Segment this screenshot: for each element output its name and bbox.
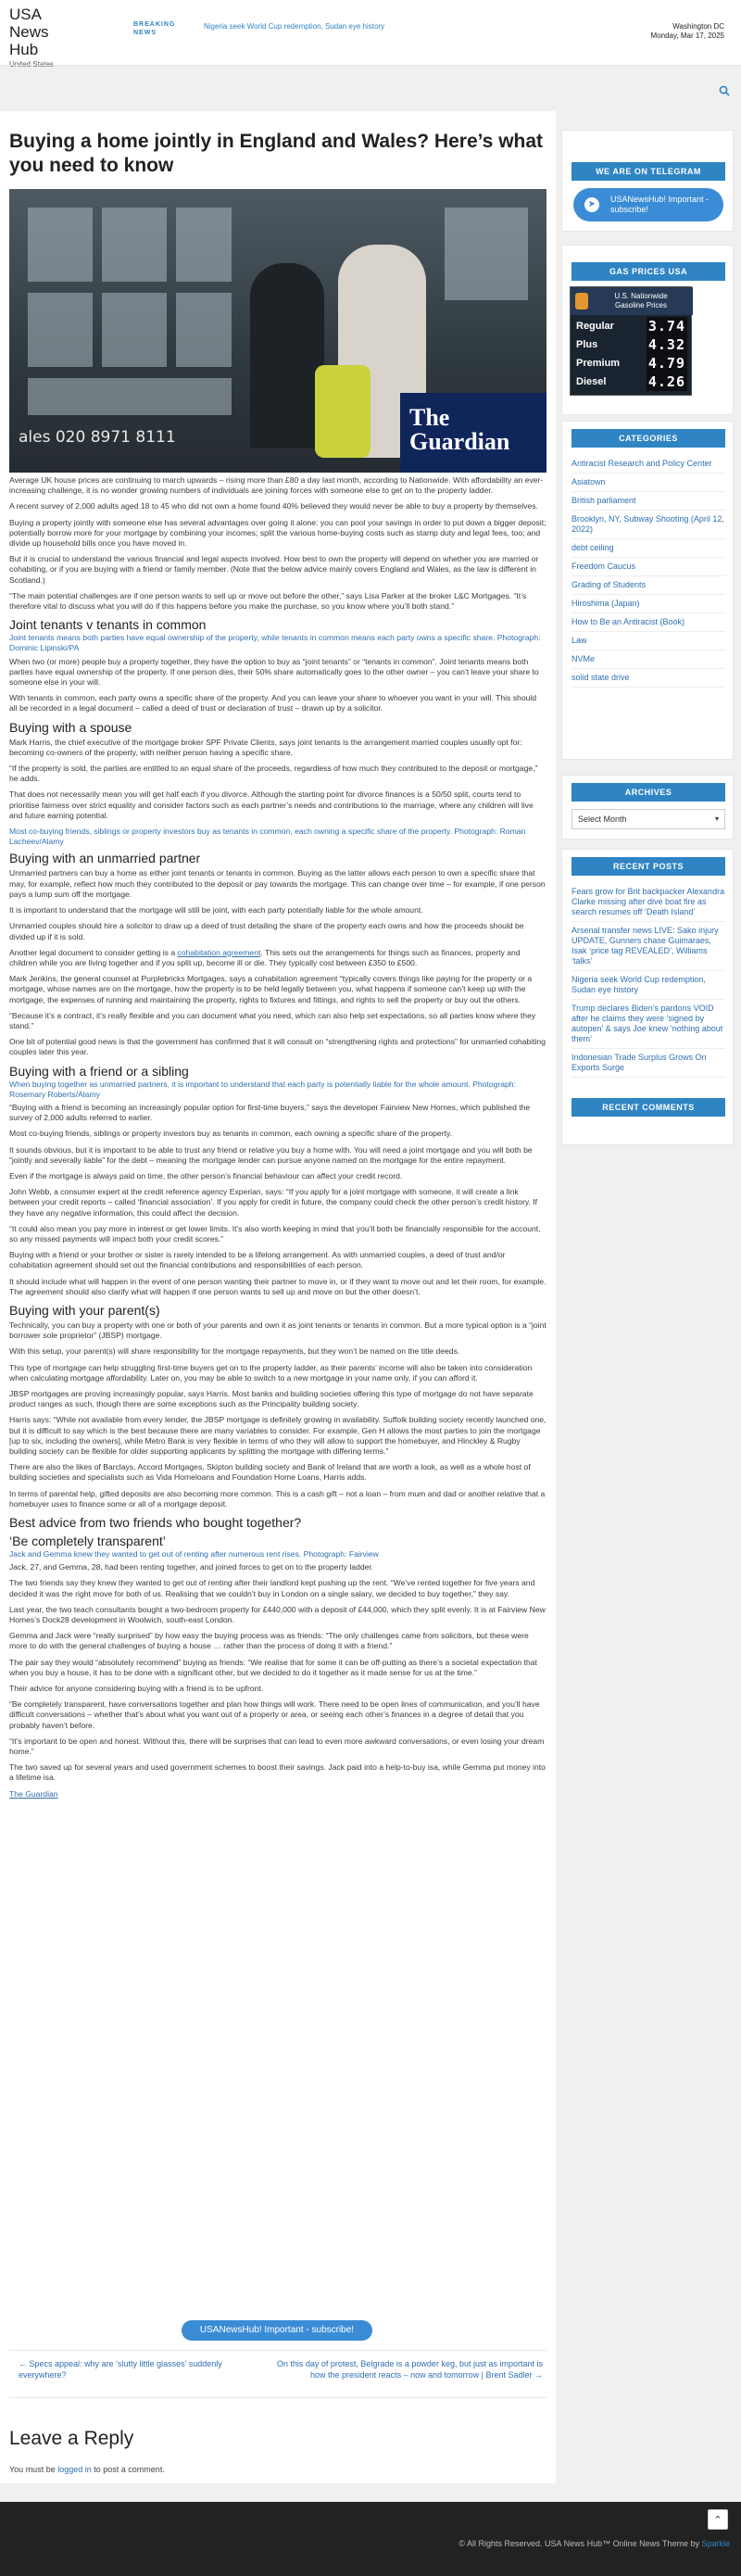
article-title: Buying a home jointly in England and Wales? Here’s what you need to know (9, 131, 544, 176)
paragraph: The two saved up for several years and used government schemes to boost their savings. Jack paid into a help-to-buy isa, while Gemma put money into a lifetime isa. (9, 1762, 546, 1783)
image-caption: Joint tenants means both parties have equal ownership of the property, while tenants in common means each party owns a specific share. Photograph: Dominic Lipinski/PA (9, 633, 541, 653)
category-link[interactable]: Grading of Students (571, 576, 725, 595)
login-notice-text: to post a comment. (94, 2465, 165, 2474)
login-notice (9, 2465, 165, 2474)
site-logo[interactable] (9, 6, 83, 69)
paragraph: In terms of parental help, gifted deposits are also becoming more common. This is a cash gift – not a loan – from mum and dad or another relative that a homebuyer uses to finance some or all of a mortgage deposit. (9, 1488, 546, 1509)
paragraph: Their advice for anyone considering buying with a friend is to be upfront. (9, 1684, 264, 1694)
paragraph: There are also the likes of Barclays, Accord Mortgages, Skipton building society and Bank of Ireland that are worth a look, as well as a whole host of building societies and specialists such as Vida Homeloans and Foundation Home Loans, Harris adds. (9, 1462, 531, 1483)
recent-post-link[interactable]: Nigeria seek World Cup redemption, Sudan eye history (571, 971, 725, 1000)
paragraph: It sounds obvious, but it is important to be able to trust any friend or relative you buy a home with. You will need a joint mortgage and you will both be “jointly and severally liable” for the debt – meaning the mortgage lender can pursue anyone named on the mortgage for the entire repayment. (9, 1144, 533, 1165)
recent-posts-list (571, 883, 725, 1078)
paragraph: A recent survey of 2,000 adults aged 18 to 45 who did not own a home found 40% believed they would never be able to buy a property by themselves. (9, 501, 538, 511)
gas-label: Diesel (576, 376, 607, 387)
telegram-icon: ➤ (584, 197, 599, 212)
hero-phone-text: ales 020 8971 8111 (19, 428, 176, 447)
recent-post-link[interactable]: Arsenal transfer news LIVE: Sako injury UPDATE, Gunners chase Guimaraes, Isak ‘price tag REVEALED’, Williams ‘talks’ (571, 922, 725, 971)
category-link[interactable]: Law (571, 632, 725, 650)
paragraph: It should include what will happen in the event of one person wanting their partner to move in, or if they want to move out and let their room, for example. The agreement should also clarify what will happen if one person wants to sell up and move on but the other doesn’t. (9, 1276, 546, 1296)
theme-link[interactable]: Sparkle (701, 2539, 730, 2548)
date-location (651, 22, 724, 41)
gas-prices-board (570, 286, 692, 396)
paragraph-text: Another legal document to consider getting is a (9, 947, 176, 957)
widget-title: CATEGORIES (571, 429, 725, 448)
gas-price-value: 3.74 (647, 318, 685, 335)
gas-price-value: 4.26 (647, 373, 685, 390)
recent-post-link[interactable]: Indonesian Trade Surplus Grows On Exports Surge (571, 1049, 725, 1078)
recent-post-link[interactable]: Trump declares Biden’s pardons VOID after he claims they were ‘signed by autopen’ & says Joe knew ‘nothing about them’ (571, 1000, 725, 1049)
telegram-sidebar-button[interactable] (573, 188, 723, 221)
paragraph: Buying a property jointly with someone else has several advantages over going it alone: you can pool your savings in order to put down a bigger deposit; potentially borrow more for your mortgage by combining your incomes; split the various home-buying costs such as stamp duty and legal fees, too; and divide up household bills once you have moved in. (9, 517, 546, 549)
category-link[interactable]: Hiroshima (Japan) (571, 595, 725, 613)
archives-select[interactable] (571, 809, 725, 829)
paragraph: This type of mortgage can help struggling first-time buyers get on to the property ladder, as their parents’ income will also be taken into consideration when calculating mortgage affordability. Later on, you may be able to switch to a new mortgage in your name only, if you can afford it. (9, 1362, 533, 1383)
current-date: Monday, Mar 17, 2025 (650, 32, 724, 40)
gas-label: Regular (576, 321, 614, 332)
source-link[interactable]: The Guardian (9, 1788, 58, 1799)
widget-title: GAS PRICES USA (571, 262, 725, 281)
image-caption: Most co-buying friends, siblings or property investors buy as tenants in common, each owning a specific share of the property. Photograph: Roman Lacheev/Alamy (9, 827, 526, 847)
category-link[interactable]: Brooklyn, NY, Subway Shooting (April 12, 2022) (571, 511, 725, 539)
leave-reply-heading: Leave a Reply (9, 2428, 134, 2449)
gas-price (646, 373, 687, 391)
widget-title: ARCHIVES (571, 783, 725, 802)
gas-board-header (571, 287, 693, 315)
guardian-logo-line-1: The (409, 404, 450, 431)
section-heading: Buying with a friend or a sibling (9, 1063, 189, 1079)
paragraph: “It’s important to be open and honest. Without this, there will be surprises that can lead to even more awkward conversations, or even losing your dream home.” (9, 1736, 545, 1757)
breaking-label-2: NEWS (133, 30, 157, 36)
telegram-subscribe-button[interactable]: USANewsHub! Important - subscribe! (182, 2320, 372, 2341)
breaking-news-label (133, 20, 175, 37)
back-to-top-button[interactable] (708, 2509, 728, 2530)
gas-price (646, 354, 687, 373)
gas-label: Premium (576, 358, 621, 369)
paragraph: Average UK house prices are continuing to march upwards – rising more than £80 a day last month, according to Nationwide. With affordability an ever-increasing challenge, it is no wonder growing numbers of individuals are joining forces with someone else to get on to the property ladder. (9, 475, 544, 496)
paragraph: “If the property is sold, the parties are entitled to an equal share of the proceeds, regardless of how much they contributed to the deposit or mortgage,” he adds. (9, 764, 538, 784)
gas-board-title-2: Gasoline Prices (614, 301, 668, 309)
chevron-down-icon: ▾ (714, 814, 719, 823)
category-link[interactable]: Asiatown (571, 474, 725, 492)
site-footer (0, 2502, 741, 2576)
gas-price (646, 335, 687, 354)
section-heading: Best advice from two friends who bought together? (9, 1515, 302, 1531)
location: Washington DC (672, 22, 724, 31)
image-caption: When buying together as unmarried partners, it is important to understand that each party is potentially liable for the whole amount. Photograph: Rosemary Roberts/Alamy (9, 1079, 516, 1099)
paragraph: “The main potential challenges are if one person wants to sell up or move out before the other,” says Lisa Parker at the broker L&C Mortgages. “It’s therefore vital to discuss what you will do if this happens before you make the purchase, so you know where you’ll both stand.” (9, 590, 527, 612)
paragraph: One bit of potential good news is that the government has confirmed that it will consult on “strengthening rights and protections” for unmarried cohabiting couples later this year. (9, 1037, 546, 1057)
paragraph: Buying with a friend or your brother or sister is rarely intended to be a lifelong arrangement. As with unmarried couples, a deed of trust and/or cohabitation agreement should set out the financial contributions and responsibilities of each person. (9, 1250, 506, 1270)
category-link[interactable]: Freedom Caucus (571, 558, 725, 576)
paragraph: “Because it’s a contract, it’s really flexible and you can document what you need, which can also help set expectations, so all parties know where they stand.” (9, 1010, 536, 1030)
handbag (315, 365, 370, 458)
category-link[interactable]: NVMe (571, 650, 725, 669)
footer-text: © All Rights Reserved. USA News Hub™ Online News Theme by (458, 2539, 699, 2548)
widget-title: RECENT COMMENTS (571, 1098, 725, 1117)
section-heading: Joint tenants v tenants in common (9, 617, 207, 633)
paragraph: Mark Harris, the chief executive of the mortgage broker SPF Private Clients, says joint tenants is the arrangement married couples usually opt for: becoming co-owners of the property, with neither person having a specific share. (9, 737, 522, 757)
breaking-label-1: BREAKING (133, 21, 176, 28)
section-heading: Buying with an unmarried partner (9, 851, 201, 866)
gas-row-premium (574, 354, 691, 373)
search-icon[interactable] (719, 85, 730, 99)
widget-title: WE ARE ON TELEGRAM (571, 162, 725, 181)
category-link[interactable]: solid state drive (571, 669, 725, 688)
paragraph: Mark Jenkins, the general counsel at Purplebricks Mortgages, says a cohabitation agreement “typically covers things like paying for the property or a mortgage, whose names are on the mortgage, how the property is to be held legally between you, what happens if someone can’t keep up with the mortgage, the expenses of running and maintaining the property, rights to fixtures and fittings, and rights to sell the property or buy out the others. (9, 974, 533, 1004)
category-link[interactable]: British parliament (571, 492, 725, 511)
gas-price (646, 317, 687, 335)
categories-list (571, 455, 725, 688)
paragraph: The pair say they would “absolutely recommend” buying as friends: “We realise that for some it can be off-putting as there’s a societal expectation that when you buy a house, it has to be done with a significant other, but we decided to do it together as it made sense for us at the time.” (9, 1657, 537, 1677)
paragraph: With this setup, your parent(s) will share responsibility for the mortgage repayments, but they won’t be named on the title deeds. (9, 1346, 460, 1357)
paragraph: Harris says: “While not available from every lender, the JBSP mortgage is definitely growing in availability. Suffolk building society recently launched one, but it is difficult to say which is the best because there are many variables to consider. For example, Gen H allows the most parties to join the mortgage [up to six, including the owners], while Metro Bank is very flexible in terms of who they will allow to support the homebuyer, and Hinckley & Rugby building society can be flexible for older supporting applicants by splitting the mortgage with differing terms.” (9, 1415, 546, 1457)
person-silhouette (250, 263, 324, 448)
gas-price-value: 4.79 (647, 355, 685, 372)
hero-image (9, 189, 546, 473)
gas-board-title-1: U.S. Nationwide (614, 292, 668, 300)
paragraph: Most co-buying friends, siblings or property investors buy as tenants in common, each owning a specific share of the property. (9, 1129, 452, 1139)
guardian-logo-line-2: Guardian (409, 428, 510, 455)
archives-widget (561, 775, 734, 840)
recent-posts-widget (561, 849, 734, 1145)
gas-row-plus (574, 335, 691, 354)
login-link[interactable]: logged in (57, 2465, 92, 2474)
telegram-button-label: USANewsHub! Important - subscribe! (610, 195, 710, 214)
chevron-up-icon: ⌃ (713, 2515, 722, 2526)
paragraph: But it is crucial to understand the various financial and legal aspects involved. How best to own the property will depend on whether you are married or cohabiting, or if you are buying with a friend or family member. (Note that the below advice mainly covers England and Wales, as the law is different in Scotland.) (9, 554, 539, 585)
paragraph: JBSP mortgages are proving increasingly popular, says Harris. Most banks and building societies offering this type of mortgage do not have separate product ranges as such, though there are some exceptions such as the Principality building society. (9, 1389, 534, 1409)
previous-post-link[interactable]: ← Specs appeal: why are ‘slutty little glasses’ suddenly everywhere? (19, 2359, 222, 2380)
paragraph: With tenants in common, each party owns a specific share of the property. And you can leave your share to whoever you want in your will. This should all be recorded in a legal document – called a deed of trust or declaration of trust – drawn up by a solicitor. (9, 693, 537, 713)
post-navigation (9, 2350, 546, 2398)
paragraph: Unmarried partners can buy a home as either joint tenants or tenants in common. Buying as the latter allows each person to own a specific share that may, for example, reflect how much they contributed to the deposit or pay towards the mortgage. This can change over time – for example, if one person pays a lump sum off the mortgage. (9, 868, 546, 899)
article-body (9, 473, 546, 1805)
paragraph-text: . This sets out the arrangements for things such as finances, property and children while you are living together and if you split up, become ill or die. They typically cost between £350 to £500. (9, 947, 521, 967)
gas-pump-icon (575, 293, 588, 309)
section-subheading: ‘Be completely transparent’ (9, 1534, 166, 1549)
paragraph: It is important to understand that the mortgage will still be joint, with each party potentially liable for the whole amount. (9, 905, 423, 915)
site-name-line-2[interactable]: Hub (9, 41, 39, 58)
paragraph: “Be completely transparent, have conversations together and plan how things will work. There need to be open lines of communication, and you’ll have difficult conversations – whether that’s about what you want out of a property or area, or seeing each other’s finances in a degree of detail that you probably haven’t before. (9, 1699, 540, 1730)
news-ticker-link[interactable]: Nigeria seek World Cup redemption, Sudan eye history (204, 22, 385, 31)
paragraph: When two (or more) people buy a property together, they have the option to buy as “joint tenants” or “tenants in common”. Joint tenants means both parties have equal ownership of the property. If one person dies, their 50% share automatically goes to the other owner – you can’t leave your share to someone else in your will. (9, 656, 539, 688)
paragraph: Gemma and Jack were “really surprised” by how easy the buying process was as friends: “The only challenges came from solicitors, but these were more to do with the general challenges of buying a house … rather than the process of doing it with a friend.” (9, 1631, 529, 1651)
guardian-logo (400, 393, 546, 473)
category-link[interactable]: Antiracist Research and Policy Center (571, 455, 725, 474)
archives-select-value: Select Month (578, 814, 627, 824)
paragraph (9, 948, 546, 968)
paragraph: Last year, the two teach consultants bought a two-bedroom property for £440,000 with a deposit of £44,000, which they split evenly. It is at Fairview New Homes’s Dock28 development in Woolwich, south-east London. (9, 1604, 546, 1625)
category-link[interactable]: How to Be an Antiracist (Book) (571, 613, 725, 632)
site-name-line-1[interactable]: USA News (9, 6, 49, 41)
site-header (0, 0, 741, 65)
header-divider (0, 65, 741, 66)
paragraph: “Buying with a friend is becoming an increasingly popular option for first-time buyers,” says the developer Fairview New Homes, which published the survey of 2,000 adults referred to earlier. (9, 1102, 531, 1123)
gas-label: Plus (576, 339, 598, 350)
paragraph: “It could also mean you pay more in interest or get lower limits. It’s also worth keeping in mind that you’ll both be financially responsible for the account, so any missed payments will impact both your credit scores.” (9, 1223, 541, 1244)
paragraph: John Webb, a consumer expert at the credit reference agency Experian, says: “If you apply for a joint mortgage with someone, it will create a link between your credit reports – called ‘financial association’. If you apply for credit in future, the company could check the other person’s credit history. If they have any negative information, this could affect the decision. (9, 1187, 538, 1218)
gas-row-regular (574, 317, 691, 335)
widget-title: RECENT POSTS (571, 857, 725, 876)
gas-price-value: 4.32 (647, 336, 685, 353)
image-caption: Jack and Gemma knew they wanted to get out of renting after numerous rent rises. Photograph: Fairview (9, 1549, 379, 1559)
recent-post-link[interactable]: Fears grow for Brit backpacker Alexandra Clarke missing after dive boat fire as search resumes off ‘Death Island’ (571, 883, 725, 922)
next-post-link[interactable]: On this day of protest, Belgrade is a powder keg, but just as important is how the president reacts – now and tomorrow | Brent Sadler → (276, 2359, 543, 2380)
section-heading: Buying with a spouse (9, 719, 132, 735)
paragraph: Jack, 27, and Gemma, 28, had been renting together, and joined forces to get on to the property ladder. (9, 1562, 374, 1572)
gas-prices-widget (561, 245, 734, 415)
paragraph: That does not necessarily mean you will get half each if you divorce. Although the starting point for divorce finances is a 50/50 split, courts tend to prioritise fairness over strict equality and consider factors such as each partner’s needs and contributions to the marriage, where any children will live and future earning potential. (9, 789, 534, 820)
paragraph: Technically, you can buy a property with one or both of your parents and own it as joint tenants or tenants in common. But a more typical option is a “joint borrower sole proprietor” (JBSP) mortgage. (9, 1320, 546, 1341)
telegram-widget (561, 130, 734, 232)
categories-widget (561, 421, 734, 760)
paragraph: Unmarried couples should hire a solicitor to draw up a deed of trust detailing the share of the property each owns and how the proceeds should be divided up if it is sold. (9, 921, 524, 941)
category-link[interactable]: debt ceiling (571, 539, 725, 558)
paragraph: Even if the mortgage is always paid on time, the other person’s financial behaviour can affect your credit record. (9, 1170, 403, 1181)
section-heading: Buying with your parent(s) (9, 1302, 160, 1318)
paragraph: The two friends say they knew they wanted to get out of renting after their landlord kept pushing up the rent. “We’ve rented together for five years and decided it was the right move for both of us. Realising that we couldn’t buy in London on a single salary, we decided to buy together,” they say. (9, 1578, 535, 1598)
gas-row-diesel (574, 373, 691, 391)
login-notice-text: You must be (9, 2465, 56, 2474)
cohabitation-agreement-link[interactable]: cohabitation agreement (177, 947, 261, 957)
footer-copyright (458, 2539, 730, 2548)
